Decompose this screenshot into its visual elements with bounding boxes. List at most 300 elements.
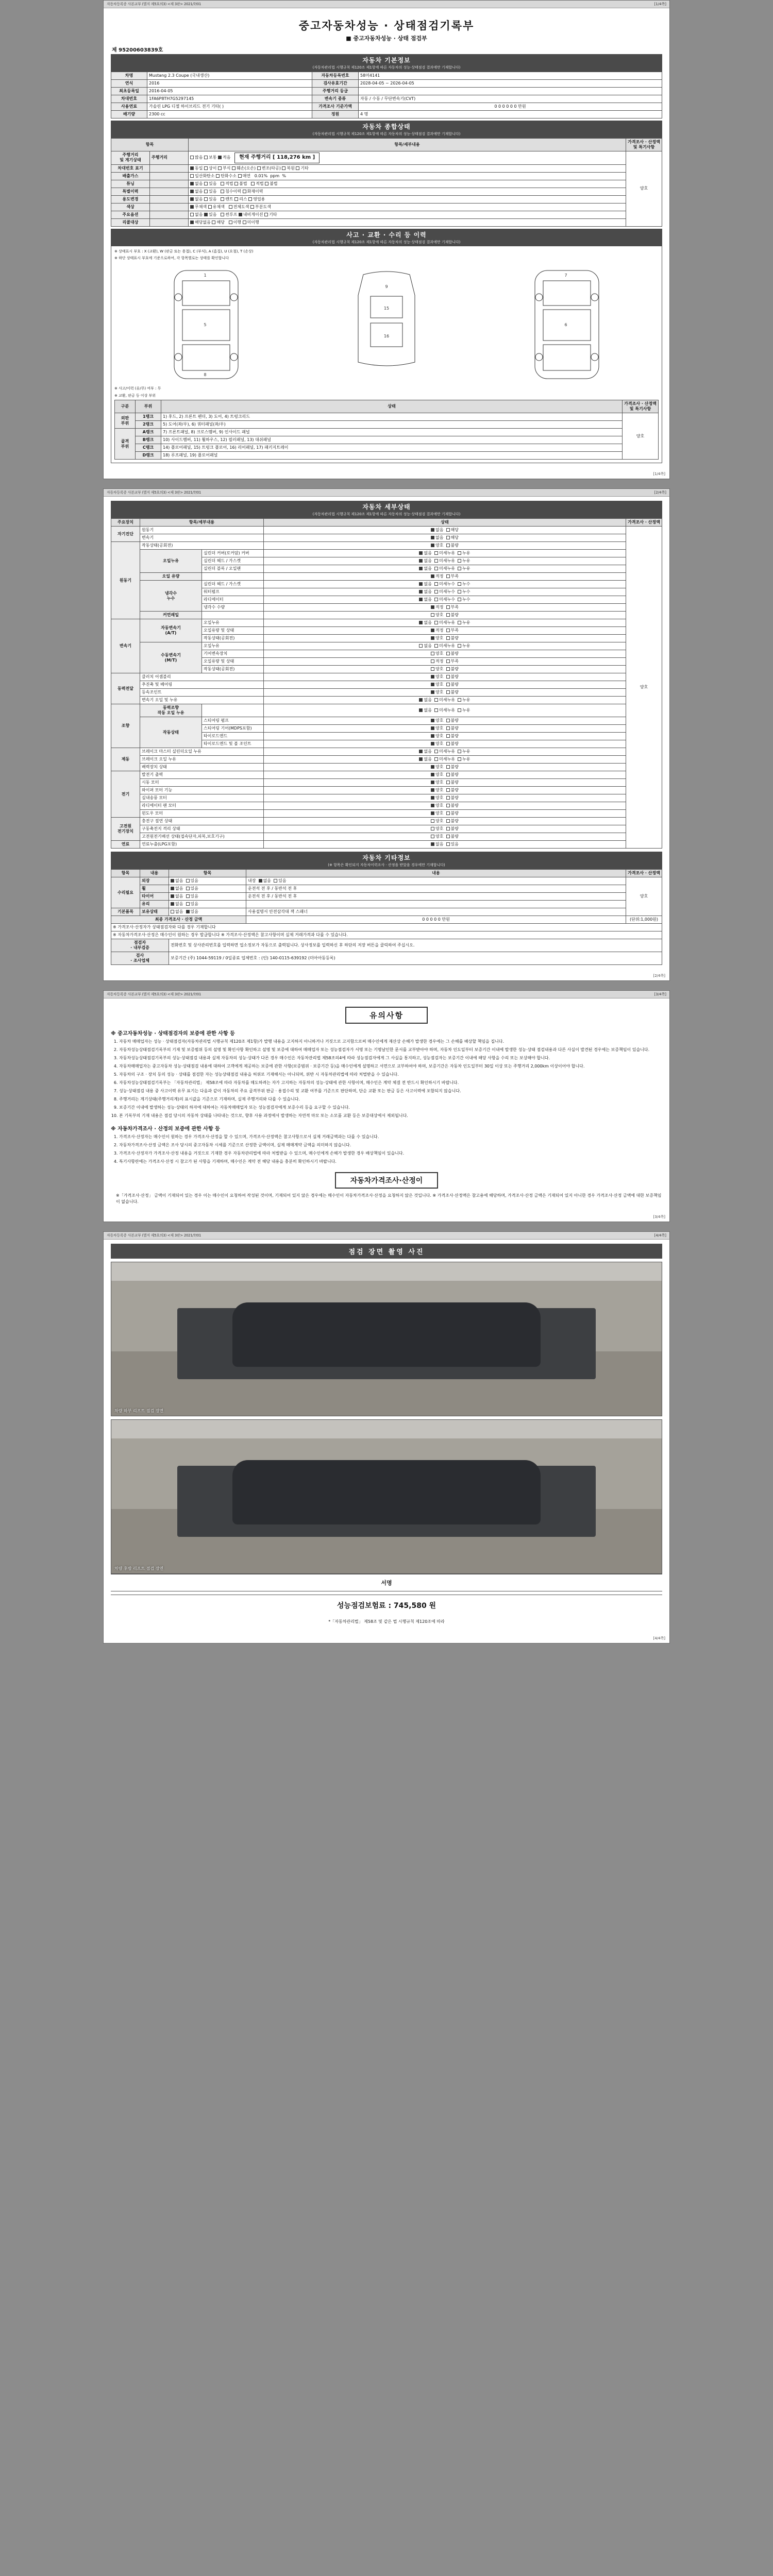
detail-val-coolantqty: 적정 부족 bbox=[264, 604, 626, 612]
chk-recall-done[interactable] bbox=[229, 221, 232, 224]
detail-val-cvjoint: 양호 불량 bbox=[264, 689, 626, 697]
chk-navigation[interactable] bbox=[239, 213, 242, 216]
svg-text:9: 9 bbox=[385, 284, 388, 290]
section-overall-note: (자동차관리법 시행규칙 제120조 제1항에 따른 자동차의 성능·상태점검 결과에만 기재합니다) bbox=[312, 132, 461, 136]
chk-blower-bad[interactable] bbox=[446, 796, 450, 800]
chk-rad-none[interactable] bbox=[419, 598, 423, 601]
chk-wiper-bad[interactable] bbox=[446, 788, 450, 792]
chk-wp-leak[interactable] bbox=[458, 590, 461, 594]
etc-check-note: ※ 가격조사·산정자가 상태점검자와 다를 경우 기재합니다 bbox=[111, 924, 662, 931]
section-etc-header bbox=[111, 852, 662, 869]
chk-st-bad[interactable] bbox=[446, 781, 450, 784]
overall-value-emission: 일산화탄소 탄화수소 매연 0.01% ppm % bbox=[189, 172, 626, 180]
chk-sp-ok[interactable] bbox=[431, 719, 434, 722]
chk-trans-diag-yes[interactable] bbox=[446, 536, 450, 539]
chk-oilqty-ok[interactable] bbox=[431, 574, 434, 578]
section-accident-header bbox=[111, 229, 662, 246]
chk-hw-bad[interactable] bbox=[446, 835, 450, 838]
inspection-fee: 성능점검보험료 : 745,580 원 bbox=[111, 1595, 662, 1616]
chk-tuning-struct-illegal[interactable] bbox=[234, 182, 238, 185]
chk-wheel-none[interactable] bbox=[171, 887, 174, 890]
basic-value-5-0: 2300 cc bbox=[147, 111, 312, 118]
chk-coolhead-micro[interactable] bbox=[434, 582, 438, 586]
page-4 bbox=[103, 1231, 670, 1643]
chk-color-achromatic[interactable] bbox=[190, 205, 194, 209]
section-accident-note: (자동차관리법 시행규칙 제120조 제1항에 따른 자동차의 성능·상태점검 결과에만 기재합니다) bbox=[312, 240, 461, 244]
chk-engine-diag-none[interactable] bbox=[431, 528, 434, 532]
chk-special-none[interactable] bbox=[190, 190, 194, 193]
chk-rocker-micro[interactable] bbox=[434, 551, 438, 555]
emission-hc-value: ppm bbox=[270, 173, 280, 178]
basic-label-1-0: 연식 bbox=[111, 80, 147, 88]
basic-label-2-0: 최초등록일 bbox=[111, 88, 147, 95]
detail-val-coolant-head: 없음 미세누수 누수 bbox=[264, 581, 626, 588]
section-overall-header bbox=[111, 121, 662, 138]
notice-list-3 bbox=[119, 1134, 662, 1165]
chk-wp-none[interactable] bbox=[419, 590, 423, 594]
overall-value-tuning: 없음 있음 적법 불법 적법 불법 bbox=[189, 180, 626, 188]
chk-rad-micro[interactable] bbox=[434, 598, 438, 601]
detail-val-trans-diag: 없음 해당 bbox=[264, 534, 626, 542]
chk-vin-mod[interactable] bbox=[257, 166, 261, 170]
notice-item-2-2: 8. 주행거리는 계기상태(주행거리계)의 표시값을 기준으로 기재하며, 실제 주행거리와 다를 수 있습니다. bbox=[119, 1096, 662, 1103]
detail-item-cvjoint: 등속조인트 bbox=[140, 689, 264, 697]
chk-atidle-ok[interactable] bbox=[431, 636, 434, 640]
chk-coolqty-low[interactable] bbox=[446, 605, 450, 609]
basic-value-3-0: 1FA6P8TH7G5297145 bbox=[147, 95, 312, 103]
overall-item-mileage: 주행거리 bbox=[150, 151, 189, 165]
chk-rocker-leak[interactable] bbox=[458, 551, 461, 555]
car-diagram-left-side bbox=[165, 265, 247, 384]
notice-list-1 bbox=[119, 1039, 662, 1078]
basic-value-1-0: 2016 bbox=[147, 80, 312, 88]
accident-exchange-label: ※ 교환, 판금 등 이상 부위 bbox=[114, 394, 156, 398]
chk-mtqty-ok[interactable] bbox=[431, 659, 434, 663]
detail-item-waterpump: 워터펌프 bbox=[202, 588, 264, 596]
detail-val-hv-wiring: 양호 불량 bbox=[264, 833, 626, 841]
detail-item-charge-ins: 충전구 절연 상태 bbox=[140, 818, 264, 825]
overall-item-vin bbox=[150, 164, 189, 172]
chk-ps-leak[interactable] bbox=[458, 708, 461, 712]
basic-value-3-1: 자동 / 수동 / 무단변속기(CVT) bbox=[359, 95, 662, 103]
basic-label-4-0: 사용연료 bbox=[111, 103, 147, 111]
detail-val-alternator: 양호 불량 bbox=[264, 771, 626, 779]
detail-sub-commonrail: 커먼레일 bbox=[140, 612, 202, 619]
page-3-topbar bbox=[104, 991, 669, 998]
detail-item-idle: 작동상태(공회전) bbox=[140, 542, 264, 550]
chk-head-micro[interactable] bbox=[434, 559, 438, 563]
chk-rocker-none[interactable] bbox=[419, 551, 423, 555]
detail-item-oilqty bbox=[202, 573, 264, 581]
chk-at-micro[interactable] bbox=[434, 621, 438, 624]
chk-option-none[interactable] bbox=[190, 213, 194, 216]
chk-mtgear-bad[interactable] bbox=[446, 652, 450, 655]
chk-wheel-yes[interactable] bbox=[186, 887, 190, 890]
overall-cat-mileage: 주행거리 및 계기상태 bbox=[111, 151, 150, 165]
chk-bst-bad[interactable] bbox=[446, 765, 450, 769]
detail-val-balljoint: 양호 불량 bbox=[264, 740, 626, 748]
chk-tuning-struct-legal[interactable] bbox=[221, 182, 224, 185]
basic-value-4-1: 0 0 0 0 0 0 만원 bbox=[359, 103, 662, 111]
chk-win-bad[interactable] bbox=[446, 811, 450, 815]
chk-rad-leak[interactable] bbox=[458, 598, 461, 601]
page-3-topbar-left: 자동차등록증 사본교부 (별지 제5호의3) <제 3판> 2021/7/01 bbox=[107, 992, 201, 997]
chk-clutch-bad[interactable] bbox=[446, 675, 450, 679]
chk-oilqty-low[interactable] bbox=[446, 574, 450, 578]
accident-parts-4: 14) 플로어패널, 15) 트렁크 플로어, 16) 리어패널, 17) 패키지트레이 bbox=[161, 444, 623, 452]
chk-bi-ok[interactable] bbox=[431, 827, 434, 831]
chk-to-micro[interactable] bbox=[434, 698, 438, 702]
page-4-topbar-left: 자동차등록증 사본교부 (별지 제5호의3) <제 3판> 2021/7/01 bbox=[107, 1233, 201, 1238]
chk-ci-bad[interactable] bbox=[446, 819, 450, 823]
accident-diagram-panel bbox=[111, 246, 662, 464]
chk-ps-micro[interactable] bbox=[434, 708, 438, 712]
chk-tire-yes[interactable] bbox=[186, 894, 190, 898]
etc-total-note: (단위:1,000원) bbox=[626, 916, 662, 924]
chk-ext-yes[interactable] bbox=[186, 879, 190, 883]
detail-item-radfan: 라디에이터 팬 모터 bbox=[140, 802, 264, 810]
detail-val-mastercyl: 없음 미세누유 누유 bbox=[264, 748, 626, 756]
overall-cat-options: 주요옵션 bbox=[111, 211, 150, 218]
photo-2-caption: 차량 후방 리프트 점검 장면 bbox=[114, 1566, 164, 1571]
chk-int-yes[interactable] bbox=[274, 879, 277, 883]
detail-item-brakeoil: 브레이크 오일 누유 bbox=[140, 756, 264, 764]
section-basic-title: 자동차 기본정보 bbox=[362, 57, 411, 64]
detail-cat-hv: 고전원 전기장치 bbox=[111, 818, 140, 841]
chk-basic-none[interactable] bbox=[171, 910, 174, 913]
chk-mileage-many[interactable] bbox=[190, 156, 194, 159]
overall-cat-special: 특별이력 bbox=[111, 188, 150, 195]
detail-val-starter: 양호 불량 bbox=[264, 779, 626, 787]
chk-recall-notdone[interactable] bbox=[243, 221, 246, 224]
chk-vin-etc[interactable] bbox=[296, 166, 299, 170]
detail-item-transoil: 변속기 오일 및 누유 bbox=[140, 697, 264, 704]
chk-commercial[interactable] bbox=[248, 197, 252, 201]
chk-to-leak[interactable] bbox=[458, 698, 461, 702]
chk-bi-bad[interactable] bbox=[446, 827, 450, 831]
etc-item-exterior: 외장 bbox=[140, 877, 169, 885]
chk-mtqty-low[interactable] bbox=[446, 659, 450, 663]
etc-val-tire: 없음 있음 bbox=[169, 893, 246, 901]
chk-tuning-dev-illegal[interactable] bbox=[265, 182, 268, 185]
chk-coolhead-none[interactable] bbox=[419, 582, 423, 586]
chk-tre-ok[interactable] bbox=[431, 734, 434, 738]
chk-fl-none[interactable] bbox=[431, 842, 434, 846]
etc-item-tire: 타이어 bbox=[140, 893, 169, 901]
detail-val-steergear: 양호 불량 bbox=[264, 725, 626, 733]
overall-cat-vin: 차대번호 표기 bbox=[111, 164, 150, 172]
chk-tuning-yes[interactable] bbox=[204, 182, 208, 185]
chk-mtidle-bad[interactable] bbox=[446, 667, 450, 671]
overall-cat-usage: 용도변경 bbox=[111, 195, 150, 203]
detail-val-clutch: 양호 불량 bbox=[264, 673, 626, 681]
chk-bj-bad[interactable] bbox=[446, 742, 450, 745]
chk-sg-ok[interactable] bbox=[431, 726, 434, 730]
accident-parts-5: 18) 루프패널, 19) 플로어패널 bbox=[161, 452, 623, 460]
photo-1-light bbox=[111, 1262, 662, 1281]
basic-label-5-0: 배기량 bbox=[111, 111, 147, 118]
chk-tuning-dev-legal[interactable] bbox=[251, 182, 255, 185]
chk-atqty-low[interactable] bbox=[446, 629, 450, 632]
chk-cr-ok[interactable] bbox=[431, 613, 434, 617]
detail-sub-oilleak: 오일누유 bbox=[140, 550, 202, 573]
detail-item-window: 윈도우 모터 bbox=[140, 810, 264, 818]
accident-group-frame: 골격 부위 bbox=[115, 429, 136, 460]
detail-item-at-leak: 오일누유 bbox=[202, 619, 264, 627]
chk-fl-yes[interactable] bbox=[446, 842, 450, 846]
chk-oilpan-leak[interactable] bbox=[458, 567, 461, 570]
chk-recall-yes[interactable] bbox=[212, 221, 215, 224]
chk-lease[interactable] bbox=[234, 197, 238, 201]
chk-mileage-few[interactable] bbox=[218, 156, 222, 159]
etc-item-wheel: 휠 bbox=[140, 885, 169, 893]
overall-table bbox=[111, 138, 662, 227]
chk-emission-smoke[interactable] bbox=[238, 174, 242, 178]
accident-group-outer: 외판 부위 bbox=[115, 413, 136, 429]
chk-blower-ok[interactable] bbox=[431, 796, 434, 800]
page-4-topbar-right: [4/4쪽] bbox=[654, 1233, 666, 1238]
chk-vin-same[interactable] bbox=[190, 166, 194, 170]
etc-val-glass: 없음 있음 bbox=[169, 901, 246, 908]
chk-ds-ok[interactable] bbox=[431, 683, 434, 686]
chk-fire[interactable] bbox=[243, 190, 246, 193]
detail-val-mt-qty: 적정 부족 bbox=[264, 658, 626, 666]
page-2-footer: [2/4쪽] bbox=[653, 974, 665, 978]
chk-mt-none[interactable] bbox=[419, 644, 423, 648]
chk-alt-ok[interactable] bbox=[431, 773, 434, 776]
page-3-topbar-right: [3/4쪽] bbox=[654, 992, 666, 997]
detail-head-3: 가격조사 · 산정액 bbox=[626, 519, 662, 527]
basic-value-2-0: 2016-04-05 bbox=[147, 88, 312, 95]
chk-head-none[interactable] bbox=[419, 559, 423, 563]
detail-val-waterpump: 없음 미세누수 누수 bbox=[264, 588, 626, 596]
chk-cv-ok[interactable] bbox=[431, 690, 434, 694]
chk-mc-micro[interactable] bbox=[434, 750, 438, 753]
chk-idle-bad[interactable] bbox=[446, 544, 450, 547]
chk-at-none[interactable] bbox=[419, 621, 423, 624]
chk-tuning-none[interactable] bbox=[190, 182, 194, 185]
chk-hw-ok[interactable] bbox=[431, 835, 434, 838]
car-diagram-right-side bbox=[526, 265, 608, 384]
chk-sp-bad[interactable] bbox=[446, 719, 450, 722]
chk-cr-bad[interactable] bbox=[446, 613, 450, 617]
chk-ext-none[interactable] bbox=[171, 879, 174, 883]
accident-rank-4: C랭크 bbox=[136, 444, 161, 452]
section-etc-note: (※ 항목은 확인되지 자동차이력조사 · 산정을 받았을 경우에만 기재합니다) bbox=[328, 863, 445, 868]
detail-item-balljoint: 타이로드엔드 및 볼 조인트 bbox=[202, 740, 264, 748]
notice-item-1-2: 3. 자동차성능상태점검기록부의 성능·상태점검 내용과 실제 자동차의 성능·상태가 다른 경우 매수인은 자동차관리법 제58조의4에 따라 성능점검자에게 그 사실을 통지하고, 성능점검자는 보증기간 이내에 해당 사항을 수리 또는 보상해야 합니다. bbox=[119, 1055, 662, 1061]
chk-bo-leak[interactable] bbox=[458, 757, 461, 761]
chk-paint-full[interactable] bbox=[229, 205, 232, 209]
chk-recall-na[interactable] bbox=[190, 221, 194, 224]
section-detail-title: 자동차 세부상태 bbox=[362, 503, 411, 511]
detail-sub-psleak: 동력조향 작동 오일 누유 bbox=[140, 704, 202, 717]
detail-sub-oilqty: 오일 유량 bbox=[140, 573, 202, 581]
chk-engine-diag-yes[interactable] bbox=[446, 528, 450, 532]
detail-val-mt-gear: 양호 불량 bbox=[264, 650, 626, 658]
chk-to-none[interactable] bbox=[419, 698, 423, 702]
chk-ps-none[interactable] bbox=[419, 708, 423, 712]
etc-head-3: 내용 bbox=[246, 870, 626, 877]
overall-value-usage: 없음 있음 렌트 리스 영업용 bbox=[189, 195, 626, 203]
chk-idle-ok[interactable] bbox=[431, 544, 434, 547]
chk-bj-ok[interactable] bbox=[431, 742, 434, 745]
chk-rent[interactable] bbox=[221, 197, 224, 201]
detail-val-at-qty: 적정 부족 bbox=[264, 627, 626, 635]
inspection-photo-2 bbox=[111, 1419, 662, 1574]
chk-mtidle-ok[interactable] bbox=[431, 667, 434, 671]
page-3-footer: [3/4쪽] bbox=[653, 1215, 665, 1219]
detail-right-note: 양호 bbox=[626, 527, 662, 849]
etc-item-basic: 보유상태 bbox=[140, 908, 169, 916]
basic-label-0-0: 차명 bbox=[111, 72, 147, 80]
overall-col-0: 항목 bbox=[111, 139, 189, 151]
chk-vin-diff[interactable] bbox=[204, 166, 208, 170]
chk-mt-micro[interactable] bbox=[434, 644, 438, 648]
detail-item-blower: 실내송풍 모터 bbox=[140, 794, 264, 802]
chk-basic-yes[interactable] bbox=[186, 910, 190, 913]
basic-label-0-1: 자동차등록번호 bbox=[312, 72, 359, 80]
svg-text:5: 5 bbox=[204, 323, 207, 328]
detail-item-steergear: 스티어링 기어(MDPS포함) bbox=[202, 725, 264, 733]
etc-cat-basicitems: 기본품목 bbox=[111, 908, 140, 916]
etc-inspector-value: 전화번호 및 상사관리번호를 입력하면 업소정보가 자동으로 출력됩니다. 상사정보를 입력하신 후 하단의 저장 버튼을 클릭하여 주십시오. bbox=[169, 939, 662, 952]
chk-bo-micro[interactable] bbox=[434, 757, 438, 761]
chk-oilpan-micro[interactable] bbox=[434, 567, 438, 570]
detail-sub-manual: 수동변속기 (M/T) bbox=[140, 642, 202, 673]
chk-option-yes[interactable] bbox=[204, 213, 208, 216]
accident-rank-5: D랭크 bbox=[136, 452, 161, 460]
chk-sunroof[interactable] bbox=[221, 213, 224, 216]
chk-mt-leak[interactable] bbox=[458, 644, 461, 648]
chk-ds-bad[interactable] bbox=[446, 683, 450, 686]
chk-clutch-ok[interactable] bbox=[431, 675, 434, 679]
etc-item-interior: 내장 bbox=[248, 878, 256, 884]
etc-val-basic-list: 사용설명서 안전삼각대 잭 스패너 bbox=[246, 908, 626, 916]
accident-rank-2: A랭크 bbox=[136, 429, 161, 436]
page-4-footer: [4/4쪽] bbox=[653, 1636, 665, 1641]
detail-val-rockercover: 없음 미세누유 누유 bbox=[264, 550, 626, 557]
chk-mc-none[interactable] bbox=[419, 750, 423, 753]
chk-vin-damage[interactable] bbox=[232, 166, 236, 170]
notice-section bbox=[104, 998, 669, 1213]
detail-val-mt-idle: 양호 불량 bbox=[264, 666, 626, 673]
overall-col-2: 항목/세부내용 bbox=[189, 139, 626, 151]
chk-usage-yes[interactable] bbox=[204, 197, 208, 201]
notice-item-3-2: 3. 가격조사·산정자가 가격조사·산정 내용을 거짓으로 기재한 경우 자동차관리법에 따라 처벌받을 수 있으며, 매수인에게 손해가 발생한 경우 배상책임이 있습니다. bbox=[119, 1150, 662, 1157]
overall-cat-recall: 리콜대상 bbox=[111, 218, 150, 226]
etc-val-basic: 없음 있음 bbox=[169, 908, 246, 916]
chk-mileage-normal[interactable] bbox=[204, 156, 208, 159]
photo-1-vehicle bbox=[232, 1302, 541, 1367]
overall-item-usage bbox=[150, 195, 189, 203]
detail-item-trans-diag: 변속기 bbox=[140, 534, 264, 542]
overall-item-color bbox=[150, 203, 189, 211]
chk-atqty-ok[interactable] bbox=[431, 629, 434, 632]
chk-fan-bad[interactable] bbox=[446, 804, 450, 807]
chk-emission-hc[interactable] bbox=[216, 174, 220, 178]
accident-rank-0: 1랭크 bbox=[136, 413, 161, 421]
notice-band-1: ※ 중고자동차성능 · 상태점검자의 보증에 관한 사항 등 bbox=[111, 1031, 235, 1037]
chk-wiper-ok[interactable] bbox=[431, 788, 434, 792]
chk-vin-corrosion[interactable] bbox=[218, 166, 222, 170]
chk-fan-ok[interactable] bbox=[431, 804, 434, 807]
photo-2-vehicle bbox=[232, 1460, 541, 1524]
chk-win-ok[interactable] bbox=[431, 811, 434, 815]
detail-item-headgasket: 실린더 헤드 / 가스켓 bbox=[202, 557, 264, 565]
chk-cv-bad[interactable] bbox=[446, 690, 450, 694]
chk-special-yes[interactable] bbox=[204, 190, 208, 193]
chk-alt-bad[interactable] bbox=[446, 773, 450, 776]
chk-trans-diag-none[interactable] bbox=[431, 536, 434, 539]
notice-item-1-0: 1. 자동차 매매업자는 성능 · 상태점검자(자동차관리법 시행규칙 제120조 제1항)가 발행 내용을 고지하지 아니하거나 거짓으로 고지함으로써 매수인에게 재산상 손해가 발생한 경우에는 그 손해를 배상할 책임을 집니다. bbox=[119, 1039, 662, 1045]
detail-sub-steer-op: 작동상태 bbox=[140, 717, 202, 748]
detail-val-window: 양호 불량 bbox=[264, 810, 626, 818]
chk-wp-micro[interactable] bbox=[434, 590, 438, 594]
accident-parts-2: 7) 프론트패널, 8) 크로스멤버, 9) 인사이드 패널 bbox=[161, 429, 623, 436]
chk-usage-none[interactable] bbox=[190, 197, 194, 201]
detail-item-mt-gear: 기어변속장치 bbox=[202, 650, 264, 658]
notice-item-2-3: 9. 보증기간 이내에 발생하는 성능·상태의 하자에 대하여는 자동차매매업자 또는 성능점검자에게 보증수리 등을 요구할 수 있습니다. bbox=[119, 1105, 662, 1111]
chk-glass-yes[interactable] bbox=[186, 902, 190, 906]
detail-head-0: 주요장치 bbox=[111, 519, 140, 527]
detail-state-table bbox=[111, 518, 662, 849]
chk-head-leak[interactable] bbox=[458, 559, 461, 563]
notice-item-3-1: 2. 자동차가격조사·산정 금액은 조사 당시의 중고자동차 시세를 기준으로 산정한 금액이며, 실제 매매계약 금액을 의미하지 않습니다. bbox=[119, 1142, 662, 1148]
chk-at-leak[interactable] bbox=[458, 621, 461, 624]
notice-title: 유의사항 bbox=[345, 1007, 428, 1024]
detail-cat-steering: 조향 bbox=[111, 704, 140, 748]
chk-ci-ok[interactable] bbox=[431, 819, 434, 823]
detail-item-mt-leak: 오일누유 bbox=[202, 642, 264, 650]
svg-text:6: 6 bbox=[564, 323, 567, 328]
chk-mc-leak[interactable] bbox=[458, 750, 461, 753]
detail-val-radiator: 없음 미세누수 누수 bbox=[264, 596, 626, 604]
chk-option-etc[interactable] bbox=[264, 213, 268, 216]
basic-label-5-1: 정원 bbox=[312, 111, 359, 118]
chk-sg-bad[interactable] bbox=[446, 726, 450, 730]
chk-oilpan-none[interactable] bbox=[419, 567, 423, 570]
detail-val-idle: 양호 불량 bbox=[264, 542, 626, 550]
chk-bo-none[interactable] bbox=[419, 757, 423, 761]
detail-val-oilqty: 적정 부족 bbox=[264, 573, 626, 581]
detail-item-hv-wiring: 고전원전기배선 상태(접속단자,피복,보호기구) bbox=[140, 833, 264, 841]
detail-item-at-qty: 오일유량 및 상태 bbox=[202, 627, 264, 635]
chk-color-chromatic[interactable] bbox=[208, 205, 212, 209]
detail-val-headgasket: 없음 미세누유 누유 bbox=[264, 557, 626, 565]
basic-value-4-0: 가솔린 LPG 디젤 하이브리드 전기 기타( ) bbox=[147, 103, 312, 111]
detail-item-clutch: 클러치 어셈블리 bbox=[140, 673, 264, 681]
chk-glass-none[interactable] bbox=[171, 902, 174, 906]
chk-int-none[interactable] bbox=[259, 879, 262, 883]
page-3 bbox=[103, 990, 670, 1222]
chk-atidle-bad[interactable] bbox=[446, 636, 450, 640]
chk-paint-partial[interactable] bbox=[250, 205, 254, 209]
chk-mtgear-ok[interactable] bbox=[431, 652, 434, 655]
chk-tire-none[interactable] bbox=[171, 894, 174, 898]
detail-item-booster: 배력장치 상태 bbox=[140, 764, 264, 771]
chk-coolqty-ok[interactable] bbox=[431, 605, 434, 609]
chk-tre-bad[interactable] bbox=[446, 734, 450, 738]
emission-smoke-value: % bbox=[282, 173, 286, 178]
chk-st-ok[interactable] bbox=[431, 781, 434, 784]
chk-bst-ok[interactable] bbox=[431, 765, 434, 769]
chk-vin-restore[interactable] bbox=[282, 166, 285, 170]
chk-coolhead-leak[interactable] bbox=[458, 582, 461, 586]
chk-emission-co[interactable] bbox=[190, 174, 194, 178]
detail-val-commonrail: 양호 불량 bbox=[264, 612, 626, 619]
chk-flood[interactable] bbox=[221, 190, 224, 193]
